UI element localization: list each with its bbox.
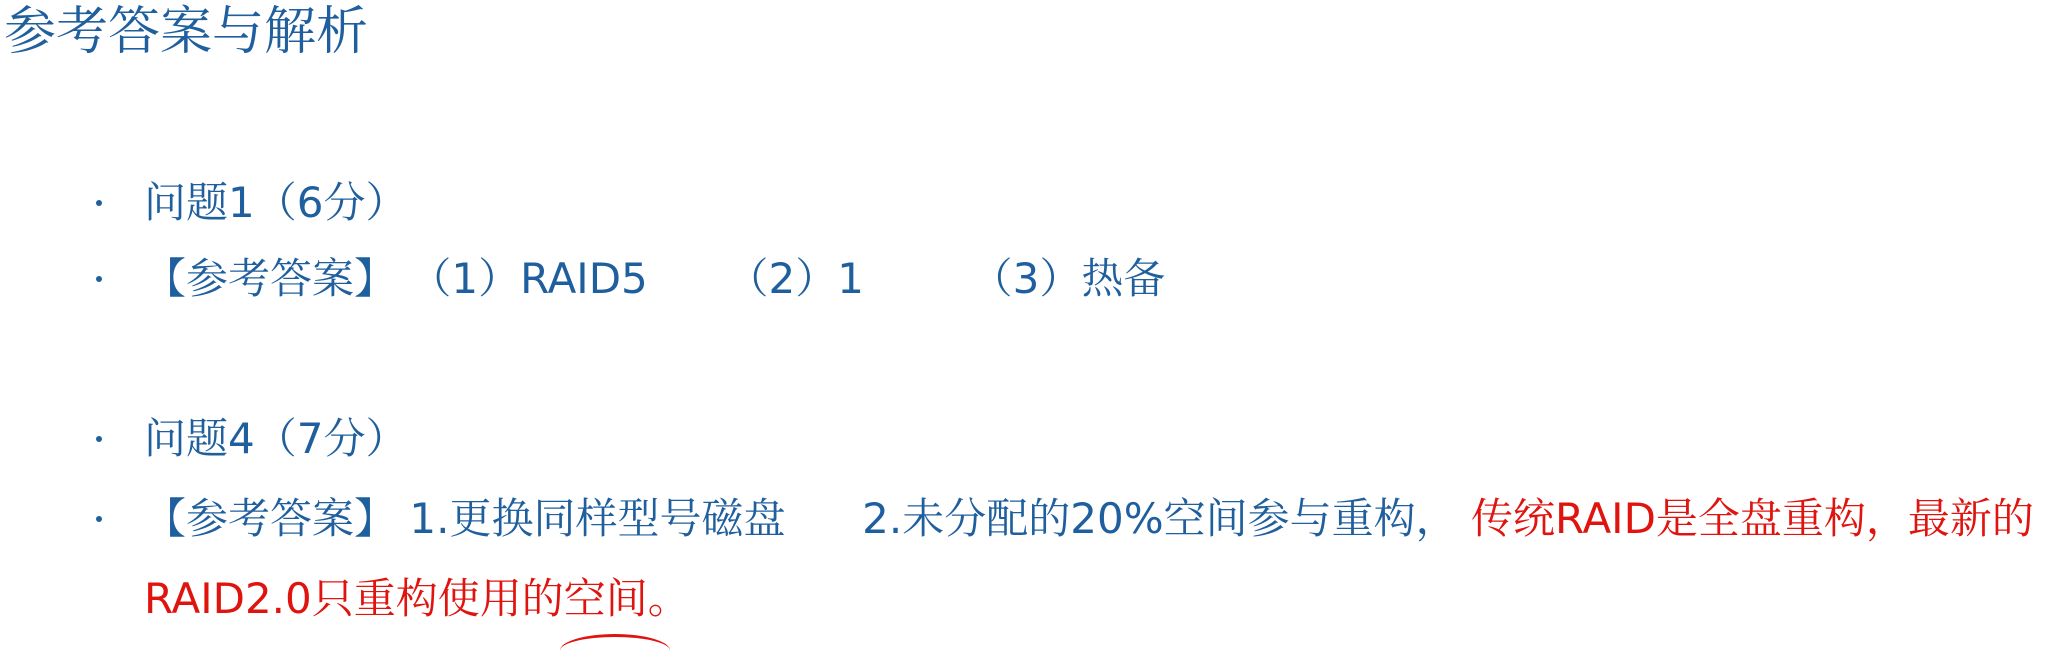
q1-heading: 问题1（6分） <box>144 178 408 227</box>
answer-highlight-2: RAID2.0只重构使用的空间。 <box>144 574 690 623</box>
red-annotation-mark <box>560 634 670 667</box>
answer-point-2: 2.未分配的20%空间参与重构， <box>862 494 1458 543</box>
q4-answer <box>144 490 2034 548</box>
bullet-dot-icon <box>96 200 102 206</box>
answer-label: 【参考答案】 <box>144 254 397 303</box>
bullet-dot-icon <box>96 276 102 282</box>
answer-part-1: （1）RAID5 <box>409 254 648 303</box>
answer-part-2: （2）1 <box>726 254 864 303</box>
answer-point-1: 1.更换同样型号磁盘 <box>409 494 786 543</box>
answer-label: 【参考答案】 <box>144 494 397 543</box>
answer-highlight-1: 传统RAID是全盘重构，最新的 <box>1470 494 2034 543</box>
bullet-dot-icon <box>96 436 102 442</box>
page-title: 参考答案与解析 <box>4 2 369 62</box>
q1-answer <box>144 250 1165 308</box>
answer-part-3: （3）热备 <box>970 254 1166 303</box>
q4-heading: 问题4（7分） <box>144 414 408 463</box>
bullet-dot-icon <box>96 516 102 522</box>
